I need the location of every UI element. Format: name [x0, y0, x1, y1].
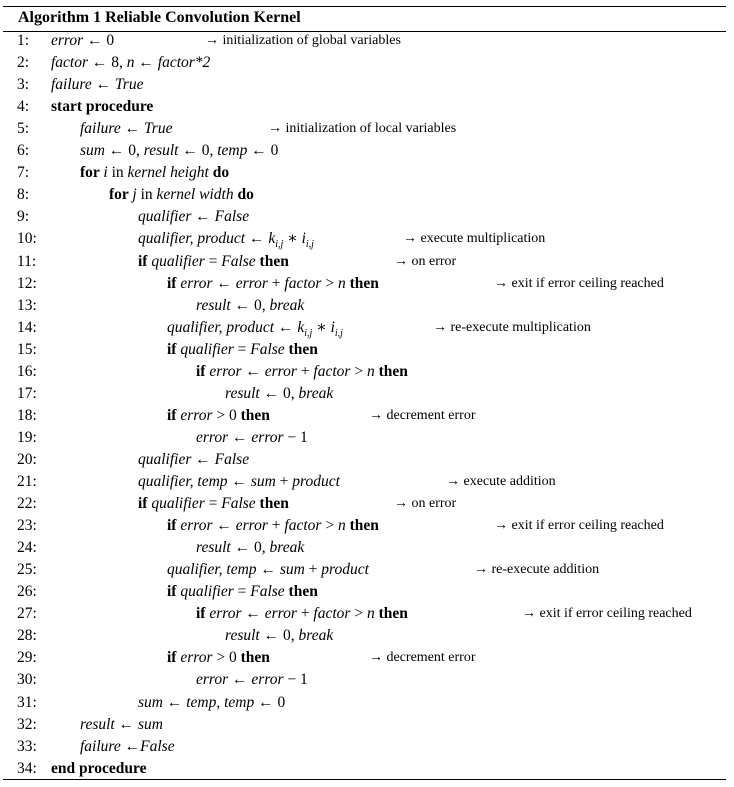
algorithm-line: [0, 647, 734, 669]
line-number: 2:: [17, 54, 30, 72]
line-comment: → exit if error ceiling reached: [494, 518, 664, 534]
line-number: 18:: [17, 406, 37, 424]
algorithm-line: [0, 669, 734, 691]
line-number: 11:: [17, 252, 37, 270]
line-code: result ← sum: [80, 715, 163, 733]
line-number: 33:: [17, 737, 37, 755]
algorithm-line: [0, 339, 734, 361]
algorithm-line: [0, 537, 734, 559]
algorithm-line: [0, 74, 734, 96]
algorithm-line: [0, 118, 734, 140]
algorithm-line: [0, 692, 734, 714]
algorithm-line: [0, 405, 734, 427]
line-number: 16:: [17, 362, 37, 380]
line-comment: → re-execute addition: [474, 562, 600, 578]
line-code: error ← 0: [51, 32, 115, 49]
algorithm-line: [0, 515, 734, 537]
line-code: failure ← True: [80, 120, 173, 138]
line-number: 9:: [17, 208, 30, 226]
line-code: result ← 0, break: [225, 627, 334, 645]
algorithm-line: [0, 603, 734, 625]
line-number: 27:: [17, 605, 37, 623]
line-comment: → decrement error: [369, 650, 476, 666]
line-code: if qualifier = False then: [167, 340, 318, 358]
line-code: factor ← 8, n ← factor*2: [51, 54, 211, 72]
line-code: if error ← error + factor > n then: [196, 605, 408, 623]
line-number: 10:: [17, 230, 37, 248]
algorithm-line: [0, 427, 734, 449]
line-number: 21:: [17, 473, 37, 490]
algorithm-line: [0, 206, 734, 228]
line-number: 32:: [17, 715, 37, 733]
line-code: qualifier, temp ← sum + product: [138, 473, 340, 490]
line-number: 29:: [17, 649, 37, 667]
line-number: 34:: [17, 759, 37, 777]
line-code: if qualifier = False then: [167, 583, 318, 601]
line-number: 13:: [17, 296, 37, 314]
line-comment: → on error: [394, 253, 457, 269]
line-number: 3:: [17, 76, 30, 94]
algorithm-line: [0, 317, 734, 339]
line-comment: → initialization of global variables: [205, 33, 401, 48]
line-code: failure ←False: [80, 737, 175, 755]
line-number: 30:: [17, 671, 37, 689]
line-number: 1:: [17, 32, 30, 49]
line-code: for j in kernel width do: [109, 186, 254, 204]
line-code: end procedure: [51, 759, 147, 777]
algorithm-line: [0, 736, 734, 758]
line-number: 24:: [17, 539, 37, 557]
line-code: qualifier ← False: [138, 450, 250, 468]
line-number: 5:: [17, 120, 30, 138]
algorithm-line: [0, 758, 734, 780]
line-number: 15:: [17, 340, 37, 358]
algorithm-line: [0, 471, 734, 493]
line-code: failure ← True: [51, 76, 144, 94]
top-rule: [3, 6, 726, 7]
line-code: error ← error − 1: [196, 671, 308, 689]
line-number: 28:: [17, 627, 37, 645]
line-comment: → re-execute multiplication: [433, 319, 591, 335]
line-number: 6:: [17, 142, 30, 160]
line-number: 12:: [17, 274, 37, 292]
algorithm-line: [0, 581, 734, 603]
line-number: 7:: [17, 164, 30, 182]
line-number: 22:: [17, 495, 37, 513]
line-code: qualifier, temp ← sum + product: [167, 561, 369, 579]
line-number: 23:: [17, 517, 37, 535]
line-comment: → on error: [394, 496, 457, 512]
line-number: 20:: [17, 450, 37, 468]
algorithm-line: [0, 361, 734, 383]
algorithm-line: [0, 559, 734, 581]
line-code: for i in kernel height do: [80, 164, 230, 182]
line-comment: → exit if error ceiling reached: [494, 275, 664, 291]
line-code: start procedure: [51, 98, 154, 116]
line-number: 14:: [17, 318, 37, 336]
algorithm-line: [0, 273, 734, 295]
line-code: sum ← 0, result ← 0, temp ← 0: [80, 142, 279, 160]
line-number: 4:: [17, 98, 30, 116]
algorithm-line: [0, 184, 734, 206]
line-code: if error ← error + factor > n then: [167, 517, 379, 535]
line-code: result ← 0, break: [196, 539, 305, 557]
line-code: qualifier, product ← $k_{i,j}$ ∗ $i_{i,j}$: [138, 230, 314, 251]
line-number: 19:: [17, 428, 37, 446]
line-comment: → exit if error ceiling reached: [522, 606, 692, 622]
algorithm-line: [0, 162, 734, 184]
line-code: result ← 0, break: [225, 384, 334, 402]
algorithm-line: [0, 625, 734, 647]
algorithm-line: [0, 714, 734, 736]
line-comment: → execute addition: [446, 474, 556, 489]
line-code: qualifier ← False: [138, 208, 250, 226]
line-number: 17:: [17, 384, 37, 402]
algorithm-line: [0, 228, 734, 250]
algorithm-line: [0, 251, 734, 273]
line-code: error ← error − 1: [196, 428, 308, 446]
line-code: if error > 0 then: [167, 406, 270, 424]
line-code: if error > 0 then: [167, 649, 270, 667]
algorithm-line: [0, 52, 734, 74]
algorithm-line: [0, 493, 734, 515]
line-code: if error ← error + factor > n then: [196, 362, 408, 380]
line-number: 25:: [17, 561, 37, 579]
line-comment: → decrement error: [369, 407, 476, 423]
algorithm-title: Algorithm 1 Reliable Convolution Kernel: [18, 9, 301, 26]
line-number: 31:: [17, 693, 37, 711]
line-code: sum ← temp, temp ← 0: [138, 693, 286, 711]
line-comment: → initialization of local variables: [268, 121, 457, 137]
line-code: result ← 0, break: [196, 296, 305, 314]
line-comment: → execute multiplication: [403, 231, 546, 247]
line-code: if qualifier = False then: [138, 252, 289, 270]
algorithm-line: [0, 383, 734, 405]
algorithm-line: [0, 295, 734, 317]
algorithm-line: [0, 449, 734, 471]
line-code: if error ← error + factor > n then: [167, 274, 379, 292]
algorithm-line: [0, 30, 734, 52]
line-code: qualifier, product ← $k_{i,j}$ ∗ $i_{i,j}$: [167, 318, 343, 339]
algorithm-line: [0, 140, 734, 162]
bottom-rule: [3, 779, 726, 780]
line-number: 26:: [17, 583, 37, 601]
line-number: 8:: [17, 186, 30, 204]
algorithm-line: [0, 96, 734, 118]
line-code: if qualifier = False then: [138, 495, 289, 513]
